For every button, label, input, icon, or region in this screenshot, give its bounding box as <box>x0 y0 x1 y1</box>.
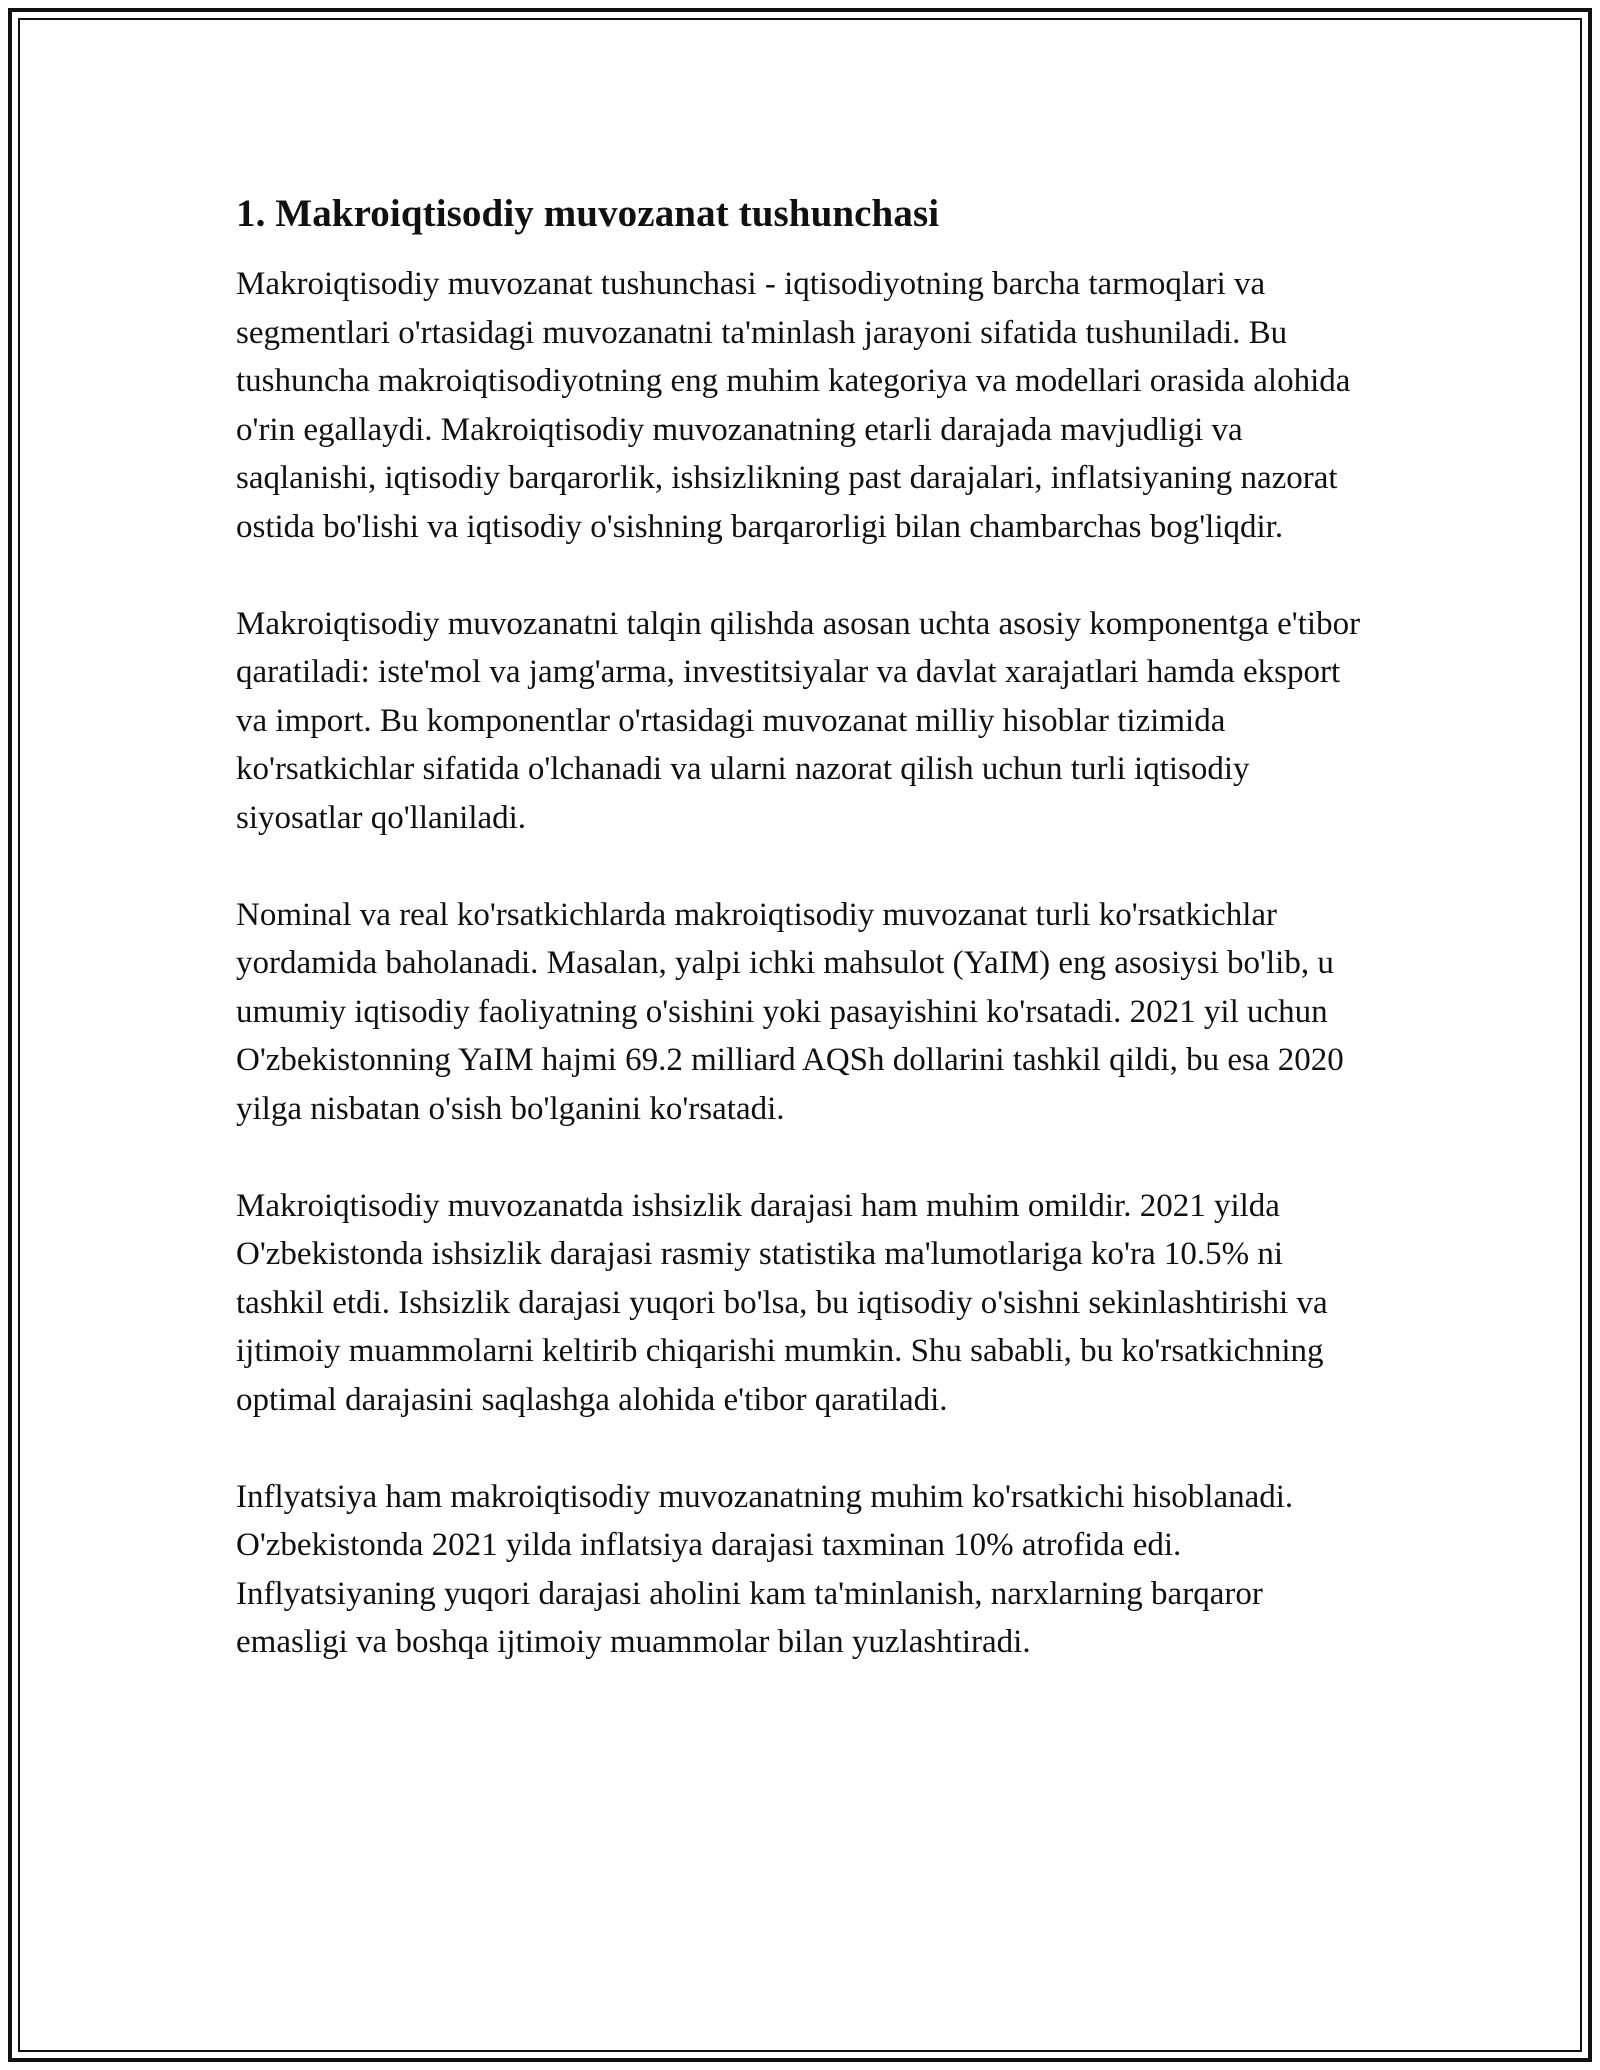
paragraph-unemployment: Makroiqtisodiy muvozanatda ishsizlik darajasi ham muhim omildir. 2021 yilda O'zbekistonda ishsizlik darajasi rasmiy statistika ma'lumotlariga ko'ra 10.5% ni tashkil etdi. Ishsizlik darajasi yuqori bo'lsa, bu iqtisodiy o'sishni sekinlashtirishi va ijtimoiy muammolarni keltirib chiqarishi mumkin. Shu sababli, bu ko'rsatkichning optimal darajasini saqlashga alohida e'tibor qaratiladi. <box>236 1187 1328 1418</box>
paragraph-inflation: Inflyatsiya ham makroiqtisodiy muvozanatning muhim ko'rsatkichi hisoblanadi. O'zbekistonda 2021 yilda inflatsiya darajasi taxminan 10% atrofida edi. Inflyatsiyaning yuqori darajasi aholini kam ta'minlanish, narxlarning barqaror emasligi va boshqa ijtimoiy muammolar bilan yuzlashtiradi. <box>236 1478 1294 1660</box>
paragraph-components: Makroiqtisodiy muvozanatni talqin qilishda asosan uchta asosiy komponentga e'tibor qaratiladi: iste'mol va jamg'arma, investitsiyalar va davlat xarajatlari hamda eksport va import. Bu komponentlar o'rtasidagi muvozanat milliy hisoblar tizimida ko'rsatkichlar sifatida o'lchanadi va ularni nazorat qilish uchun turli iqtisodiy siyosatlar qo'llaniladi. <box>236 605 1361 836</box>
paragraph-definition: Makroiqtisodiy muvozanat tushunchasi - iqtisodiyotning barcha tarmoqlari va segmentlari o'rtasidagi muvozanatni ta'minlash jarayoni sifatida tushuniladi. Bu tushuncha makroiqtisodiyotning eng muhim kategoriya va modellari orasida alohida o'rin egallaydi. Makroiqtisodiy muvozanatning etarli darajada mavjudligi va saqlanishi, iqtisodiy barqarorlik, ishsizlikning past darajalari, inflatsiyaning nazorat ostida bo'lishi va iqtisodiy o'sishning barqarorligi bilan chambarchas bog'liqdir. <box>236 266 1351 545</box>
paragraph-gdp: Nominal va real ko'rsatkichlarda makroiqtisodiy muvozanat turli ko'rsatkichlar yordamida baholanadi. Masalan, yalpi ichki mahsulot (YaIM) eng asosiysi bo'lib, u umumiy iqtisodiy faoliyatning o'sishini yoki pasayishini ko'rsatadi. 2021 yil uchun O'zbekistonning YaIM hajmi 69.2 milliard AQSh dollarini tashkil qildi, bu esa 2020 yilga nisbatan o'sish bo'lganini ko'rsatadi. <box>236 896 1344 1127</box>
document-body <box>236 186 1366 1667</box>
section-heading: 1. Makroiqtisodiy muvozanat tushunchasi <box>236 192 940 235</box>
